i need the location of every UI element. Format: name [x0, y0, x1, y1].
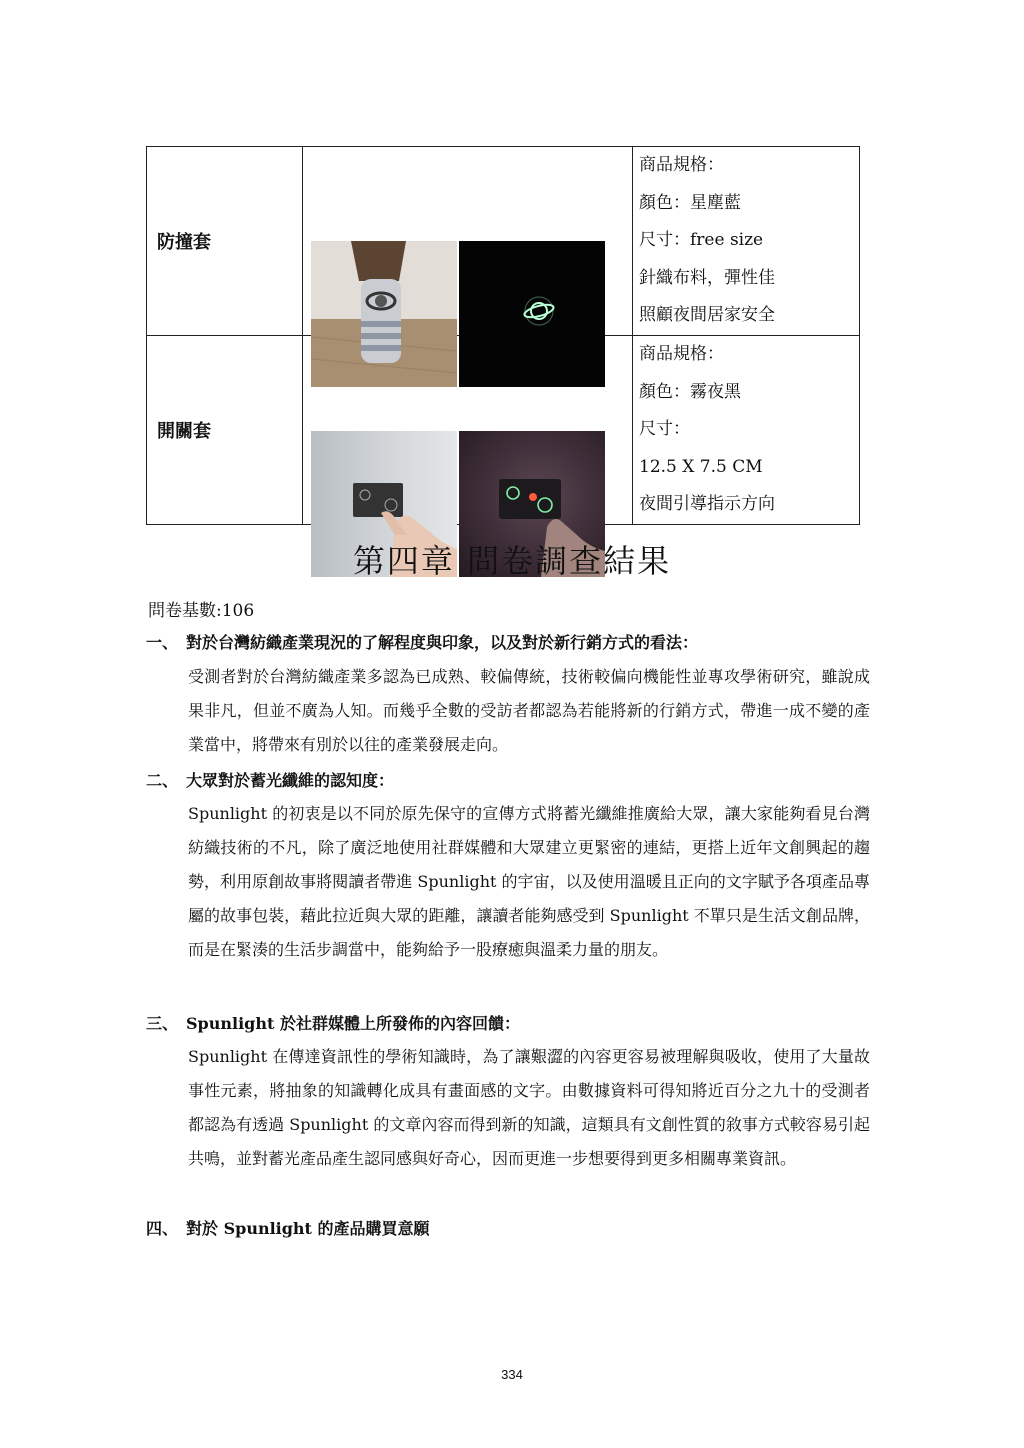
section-body: Spunlight 在傳達資訊性的學術知識時，為了讓艱澀的內容更容易被理解與吸收，使用了大量故事性元素，將抽象的知識轉化成具有畫面感的文字。由數據資料可得知將近百分之九十的受測者都認為有透過 Spunlight 的文章內容而得到新的知識，這類具有文創性質的敘事方式較容易引起共鳴，並對蓄光產品產生認同感與好奇心，因而更進一步想要得到更多相關專業資訊。: [188, 1047, 870, 1168]
section-heading: [146, 768, 394, 791]
product-images: [303, 147, 633, 336]
product-table: [146, 146, 860, 525]
spec-line: 顏色：星塵藍: [639, 192, 741, 213]
spec-line: 商品規格：: [639, 343, 724, 364]
sample-count: 問卷基數:106: [148, 601, 255, 621]
section-number: 四、: [146, 1219, 179, 1238]
section-title: 對於 Spunlight 的產品購買意願: [186, 1219, 430, 1238]
spec-line: 照顧夜間居家安全: [639, 305, 775, 326]
chair-leg-sock-photo: [311, 241, 457, 387]
product-name: 防撞套: [147, 147, 303, 336]
section-title: 對於台灣紡織產業現況的了解程度與印象，以及對於新行銷方式的看法：: [186, 633, 699, 652]
spec-line: 尺寸：: [639, 419, 690, 440]
section-number: 二、: [146, 771, 179, 790]
spec-line: 尺寸：free size: [639, 230, 764, 251]
product-spec: [633, 147, 860, 336]
section-body: 受測者對於台灣紡織產業多認為已成熟、較偏傳統，技術較偏向機能性並專攻學術研究，雖說成果非凡，但並不廣為人知。而幾乎全數的受訪者都認為若能將新的行銷方式，帶進一成不變的產業當中，將帶來有別於以往的產業發展走向。: [188, 667, 870, 754]
product-spec: [633, 335, 860, 524]
section-title: Spunlight 於社群媒體上所發佈的內容回饋：: [186, 1014, 520, 1033]
section-heading: [146, 630, 698, 653]
section-body: Spunlight 的初衷是以不同於原先保守的宣傳方式將蓄光纖維推廣給大眾，讓大家能夠看見台灣紡織技術的不凡，除了廣泛地使用社群媒體和大眾建立更緊密的連結，更搭上近年文創興起的趨勢，利用原創故事將閱讀者帶進 Spunlight 的宇宙，以及使用溫暖且正向的文字賦予各項產品專屬的故事包裝，藉此拉近與大眾的距離，讓讀者能夠感受到 Spunlight 不單只是生活文創品牌，而是在緊湊的生活步調當中，能夠給予一股療癒與溫柔力量的朋友。: [188, 804, 870, 959]
spec-line: 12.5 X 7.5 CM: [639, 456, 763, 477]
section-title: 大眾對於蓄光纖維的認知度：: [186, 771, 395, 790]
section-heading: [146, 1011, 520, 1034]
spec-line: 商品規格：: [639, 155, 724, 175]
spec-line: 針織布料，彈性佳: [639, 267, 775, 288]
section-heading: [146, 1216, 430, 1239]
glowing-planet-photo: [459, 241, 605, 387]
page-number: 334: [501, 1367, 523, 1382]
section-number: 一、: [146, 633, 179, 652]
product-row-bumper: [147, 147, 860, 336]
product-name: 開關套: [147, 335, 303, 524]
spec-line: 夜間引導指示方向: [639, 494, 775, 515]
spec-line: 顏色：霧夜黑: [639, 381, 741, 402]
section-number: 三、: [146, 1014, 179, 1033]
chapter-title: 第四章 問卷調查結果: [352, 542, 672, 580]
